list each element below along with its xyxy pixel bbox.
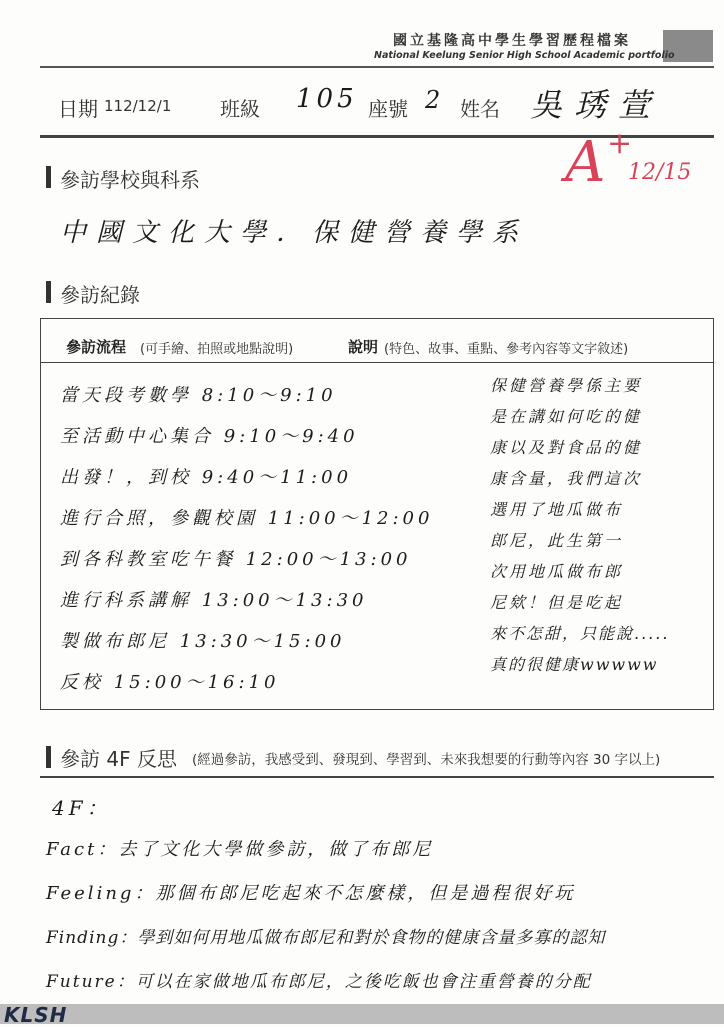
desc-line: 真的很健康wwwww [490,655,659,674]
desc-line: 尼欸！但是吃起 [490,593,624,612]
process-item: 進行合照，參觀校園 11:00～12:00 [60,508,434,529]
section3-hint: (經過參訪，我感受到、發現到、學習到、未來我想要的行動等內容 30 字以上) [192,752,661,768]
desc-header: 說明 [348,338,379,356]
desc-line: 保健營養學係主要 [490,376,643,395]
footer-logo: KLSH [4,1003,68,1027]
section2-bar [46,281,51,303]
grade-plus: + [607,126,633,161]
process-item: 出發！，到校 9:40～11:00 [60,467,353,488]
section1-content: 中國文化大學．保健營養學系 [60,218,529,248]
class-label: 班級 [220,97,260,121]
school-name-en: National Keelung Senior High School Academic portfolio [374,50,675,61]
section3-title: 參訪 4F 反思 [60,747,177,771]
seat-value: 2 [425,86,445,114]
date-label: 日期 [58,97,98,121]
desc-line: 郎尼，此生第一 [490,531,624,550]
grade-letter: A [565,130,606,195]
reflection-future: Future：可以在家做地瓜布郎尼，之後吃飯也會注重營養的分配 [46,972,592,992]
process-item: 到各科教室吃午餐 12:00～13:00 [60,549,412,570]
class-value: 105 [296,84,358,114]
process-hint: (可手繪、拍照或地點說明) [140,342,294,357]
reflection-intro: 4F： [52,796,111,820]
process-item: 反校 15:00～16:10 [60,672,280,693]
name-label: 姓名 [460,97,500,121]
process-item: 當天段考數學 8:10～9:10 [60,385,337,406]
date-value: 112/12/1 [104,97,172,115]
desc-line: 來不怎甜，只能說..... [490,624,670,643]
school-name-zh: 國立基隆高中學生學習歷程檔案 [393,33,631,49]
section3-bar [46,746,51,768]
desc-line: 是在講如何吃的健 [490,407,643,426]
desc-hint: (特色、故事、重點、參考內容等文字敘述) [384,342,629,357]
process-item: 製做布郎尼 13:30～15:00 [60,631,346,652]
grade-date: 12/15 [628,160,692,185]
section2-title: 參訪紀錄 [60,283,140,307]
seat-label: 座號 [368,97,408,121]
section1-title: 參訪學校與科系 [60,168,200,192]
desc-line: 次用地瓜做布郎 [490,562,624,581]
grade-mark [565,130,606,195]
reflection-fact: Fact：去了文化大學做參訪，做了布郎尼 [46,839,434,860]
header-rule [40,66,714,68]
footer-band [0,1004,724,1024]
reflection-list [46,828,716,1004]
record-table-header-rule [40,362,714,363]
section1-bar [46,166,51,188]
desc-line: 選用了地瓜做布 [490,500,624,519]
reflection-finding: Finding：學到如何用地瓜做布郎尼和對於食物的健康含量多寡的認知 [46,928,606,948]
name-value: 吳琇萱 [530,86,663,124]
process-header: 參訪流程 [66,338,127,356]
section3-rule [40,776,714,778]
process-item: 進行科系講解 13:00～13:30 [60,590,368,611]
desc-line: 康以及對食品的健 [490,438,643,457]
desc-list [490,370,700,680]
desc-line: 康含量，我們這次 [490,469,643,488]
process-list [60,375,480,703]
reflection-feeling: Feeling：那個布郎尼吃起來不怎麼樣，但是過程很好玩 [46,883,576,904]
process-item: 至活動中心集合 9:10～9:40 [60,426,359,447]
